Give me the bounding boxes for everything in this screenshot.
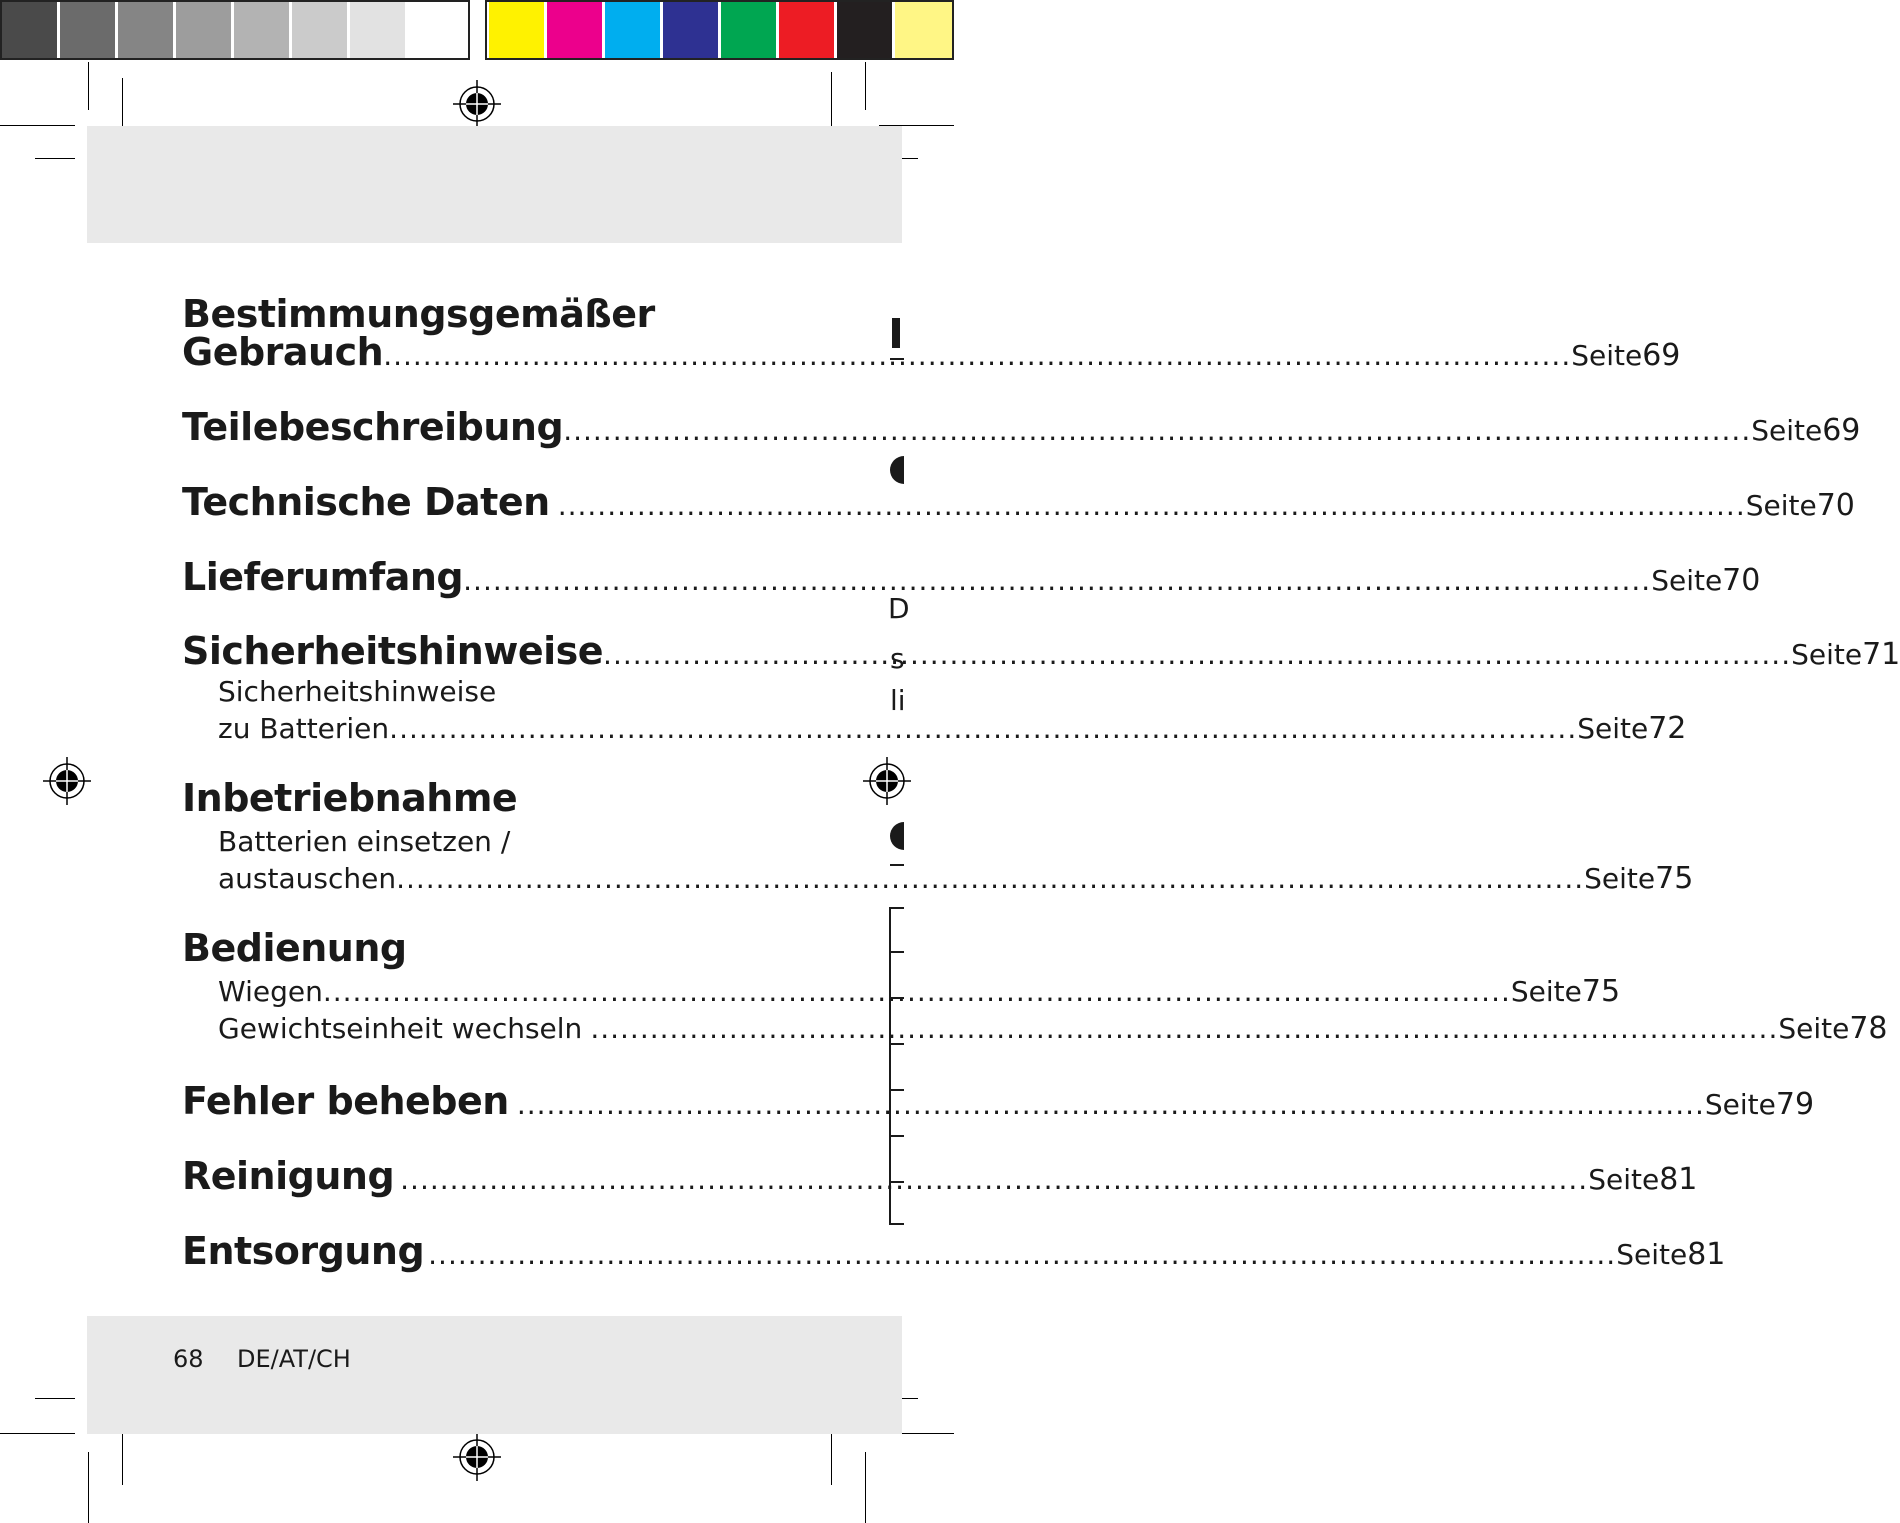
seite-label: Seite bbox=[1704, 1088, 1776, 1121]
region-label: DE/AT/CH bbox=[237, 1345, 351, 1373]
toc-entry-sicherheitshinweise[interactable] bbox=[182, 629, 1900, 673]
toc-sub-sicherheit-batterien-line1: Sicherheitshinweise bbox=[218, 675, 497, 708]
page-number: 79 bbox=[1775, 1087, 1815, 1122]
seite-label: Seite bbox=[1588, 1163, 1660, 1196]
right-bullet-fragment bbox=[890, 456, 904, 484]
leader-dots bbox=[383, 339, 1571, 372]
toc-entry-batterien-einsetzen[interactable] bbox=[218, 861, 1694, 896]
registration-mark-icon bbox=[453, 80, 501, 128]
crop-mark bbox=[865, 62, 866, 110]
page-number: 81 bbox=[1659, 1162, 1698, 1197]
right-table-fragment bbox=[889, 907, 902, 1225]
crop-mark bbox=[831, 72, 832, 132]
seite-label: Seite bbox=[1791, 638, 1863, 671]
leader-dots bbox=[396, 862, 1584, 895]
page-number: 69 bbox=[1642, 338, 1681, 373]
registration-mark-icon bbox=[43, 757, 91, 805]
crop-mark bbox=[831, 1425, 832, 1485]
toc-heading-entsorgung: Entsorgung bbox=[182, 1229, 425, 1273]
leader-dots bbox=[590, 1012, 1778, 1045]
page-number: 75 bbox=[1655, 861, 1694, 896]
toc-sub-batterien-line2: austauschen bbox=[218, 862, 397, 895]
toc-entry-entsorgung[interactable] bbox=[182, 1229, 1726, 1273]
toc-sub-gewichtseinheit: Gewichtseinheit wechseln bbox=[218, 1012, 583, 1045]
right-rule-fragment bbox=[890, 864, 904, 866]
page-number: 71 bbox=[1862, 637, 1900, 672]
toc-heading-fehler-beheben: Fehler beheben bbox=[182, 1079, 509, 1123]
seite-label: Seite bbox=[1571, 339, 1643, 372]
right-text-fragment: li bbox=[890, 684, 906, 717]
toc-entry-reinigung[interactable] bbox=[182, 1154, 1698, 1198]
leader-dots bbox=[428, 1238, 1616, 1271]
page-number: 75 bbox=[1581, 974, 1621, 1009]
footer-band bbox=[87, 1316, 902, 1434]
toc-entry-gewichtseinheit[interactable] bbox=[218, 1011, 1888, 1046]
leader-dots bbox=[463, 564, 1651, 597]
toc-entry-bestimmung[interactable] bbox=[182, 330, 1681, 374]
crop-mark bbox=[0, 1433, 75, 1434]
leader-dots bbox=[563, 414, 1751, 447]
page-number: 78 bbox=[1849, 1011, 1888, 1046]
right-heading-fragment bbox=[892, 318, 900, 348]
page-number-footer: 68 bbox=[173, 1345, 204, 1373]
crop-mark bbox=[35, 158, 75, 159]
registration-mark-icon bbox=[863, 757, 911, 805]
toc-entry-wiegen[interactable] bbox=[218, 974, 1621, 1009]
toc-heading-lieferumfang: Lieferumfang bbox=[182, 555, 464, 599]
leader-dots bbox=[603, 638, 1791, 671]
seite-label: Seite bbox=[1584, 862, 1656, 895]
right-text-fragment: D bbox=[888, 592, 910, 625]
crop-mark bbox=[0, 125, 75, 126]
toc-entry-sicherheit-batterien[interactable] bbox=[218, 711, 1687, 746]
leader-dots bbox=[389, 712, 1577, 745]
header-band bbox=[87, 126, 902, 243]
leader-dots bbox=[517, 1088, 1705, 1121]
leader-dots bbox=[558, 489, 1746, 522]
page-number: 70 bbox=[1722, 563, 1761, 598]
right-rule-fragment bbox=[890, 358, 904, 360]
toc-heading-bestimmung-line1: Bestimmungsgemäßer bbox=[182, 292, 655, 336]
page-number: 72 bbox=[1648, 711, 1687, 746]
seite-label: Seite bbox=[1751, 414, 1823, 447]
toc-heading-reinigung: Reinigung bbox=[182, 1154, 395, 1198]
seite-label: Seite bbox=[1510, 975, 1582, 1008]
crop-mark bbox=[865, 1452, 866, 1523]
page-number: 69 bbox=[1822, 413, 1861, 448]
toc-heading-bestimmung-line2: Gebrauch bbox=[182, 330, 384, 374]
toc-heading-inbetriebnahme[interactable]: Inbetriebnahme bbox=[182, 776, 518, 820]
page-number: 70 bbox=[1816, 488, 1855, 523]
toc-entry-lieferumfang[interactable] bbox=[182, 555, 1761, 599]
toc-sub-sicherheit-batterien-line2: zu Batterien bbox=[218, 712, 390, 745]
crop-mark bbox=[88, 1452, 89, 1523]
seite-label: Seite bbox=[1651, 564, 1723, 597]
seite-label: Seite bbox=[1616, 1238, 1688, 1271]
toc-heading-bedienung[interactable]: Bedienung bbox=[182, 926, 407, 970]
page-number: 81 bbox=[1687, 1237, 1726, 1272]
color-bar-frame bbox=[485, 0, 954, 60]
seite-label: Seite bbox=[1577, 712, 1649, 745]
toc-sub-batterien-line1: Batterien einsetzen / bbox=[218, 825, 511, 858]
toc-heading-sicherheitshinweise: Sicherheitshinweise bbox=[182, 629, 604, 673]
leader-dots bbox=[323, 975, 1511, 1008]
crop-mark bbox=[88, 62, 89, 110]
toc-entry-fehler-beheben[interactable] bbox=[182, 1079, 1815, 1123]
crop-mark bbox=[122, 78, 123, 133]
toc-entry-technische-daten[interactable] bbox=[182, 480, 1855, 524]
leader-dots bbox=[400, 1163, 1588, 1196]
toc-heading-teile: Teilebeschreibung bbox=[182, 405, 564, 449]
gray-bar-frame bbox=[0, 0, 470, 60]
crop-mark bbox=[35, 1398, 75, 1399]
registration-mark-icon bbox=[453, 1433, 501, 1481]
seite-label: Seite bbox=[1745, 489, 1817, 522]
right-bullet-fragment bbox=[890, 822, 904, 850]
toc-entry-teile[interactable] bbox=[182, 405, 1861, 449]
seite-label: Seite bbox=[1778, 1012, 1850, 1045]
toc-heading-technische-daten: Technische Daten bbox=[182, 480, 550, 524]
toc-sub-wiegen: Wiegen bbox=[218, 975, 323, 1008]
right-text-fragment: s bbox=[890, 642, 905, 675]
crop-mark bbox=[122, 1425, 123, 1485]
